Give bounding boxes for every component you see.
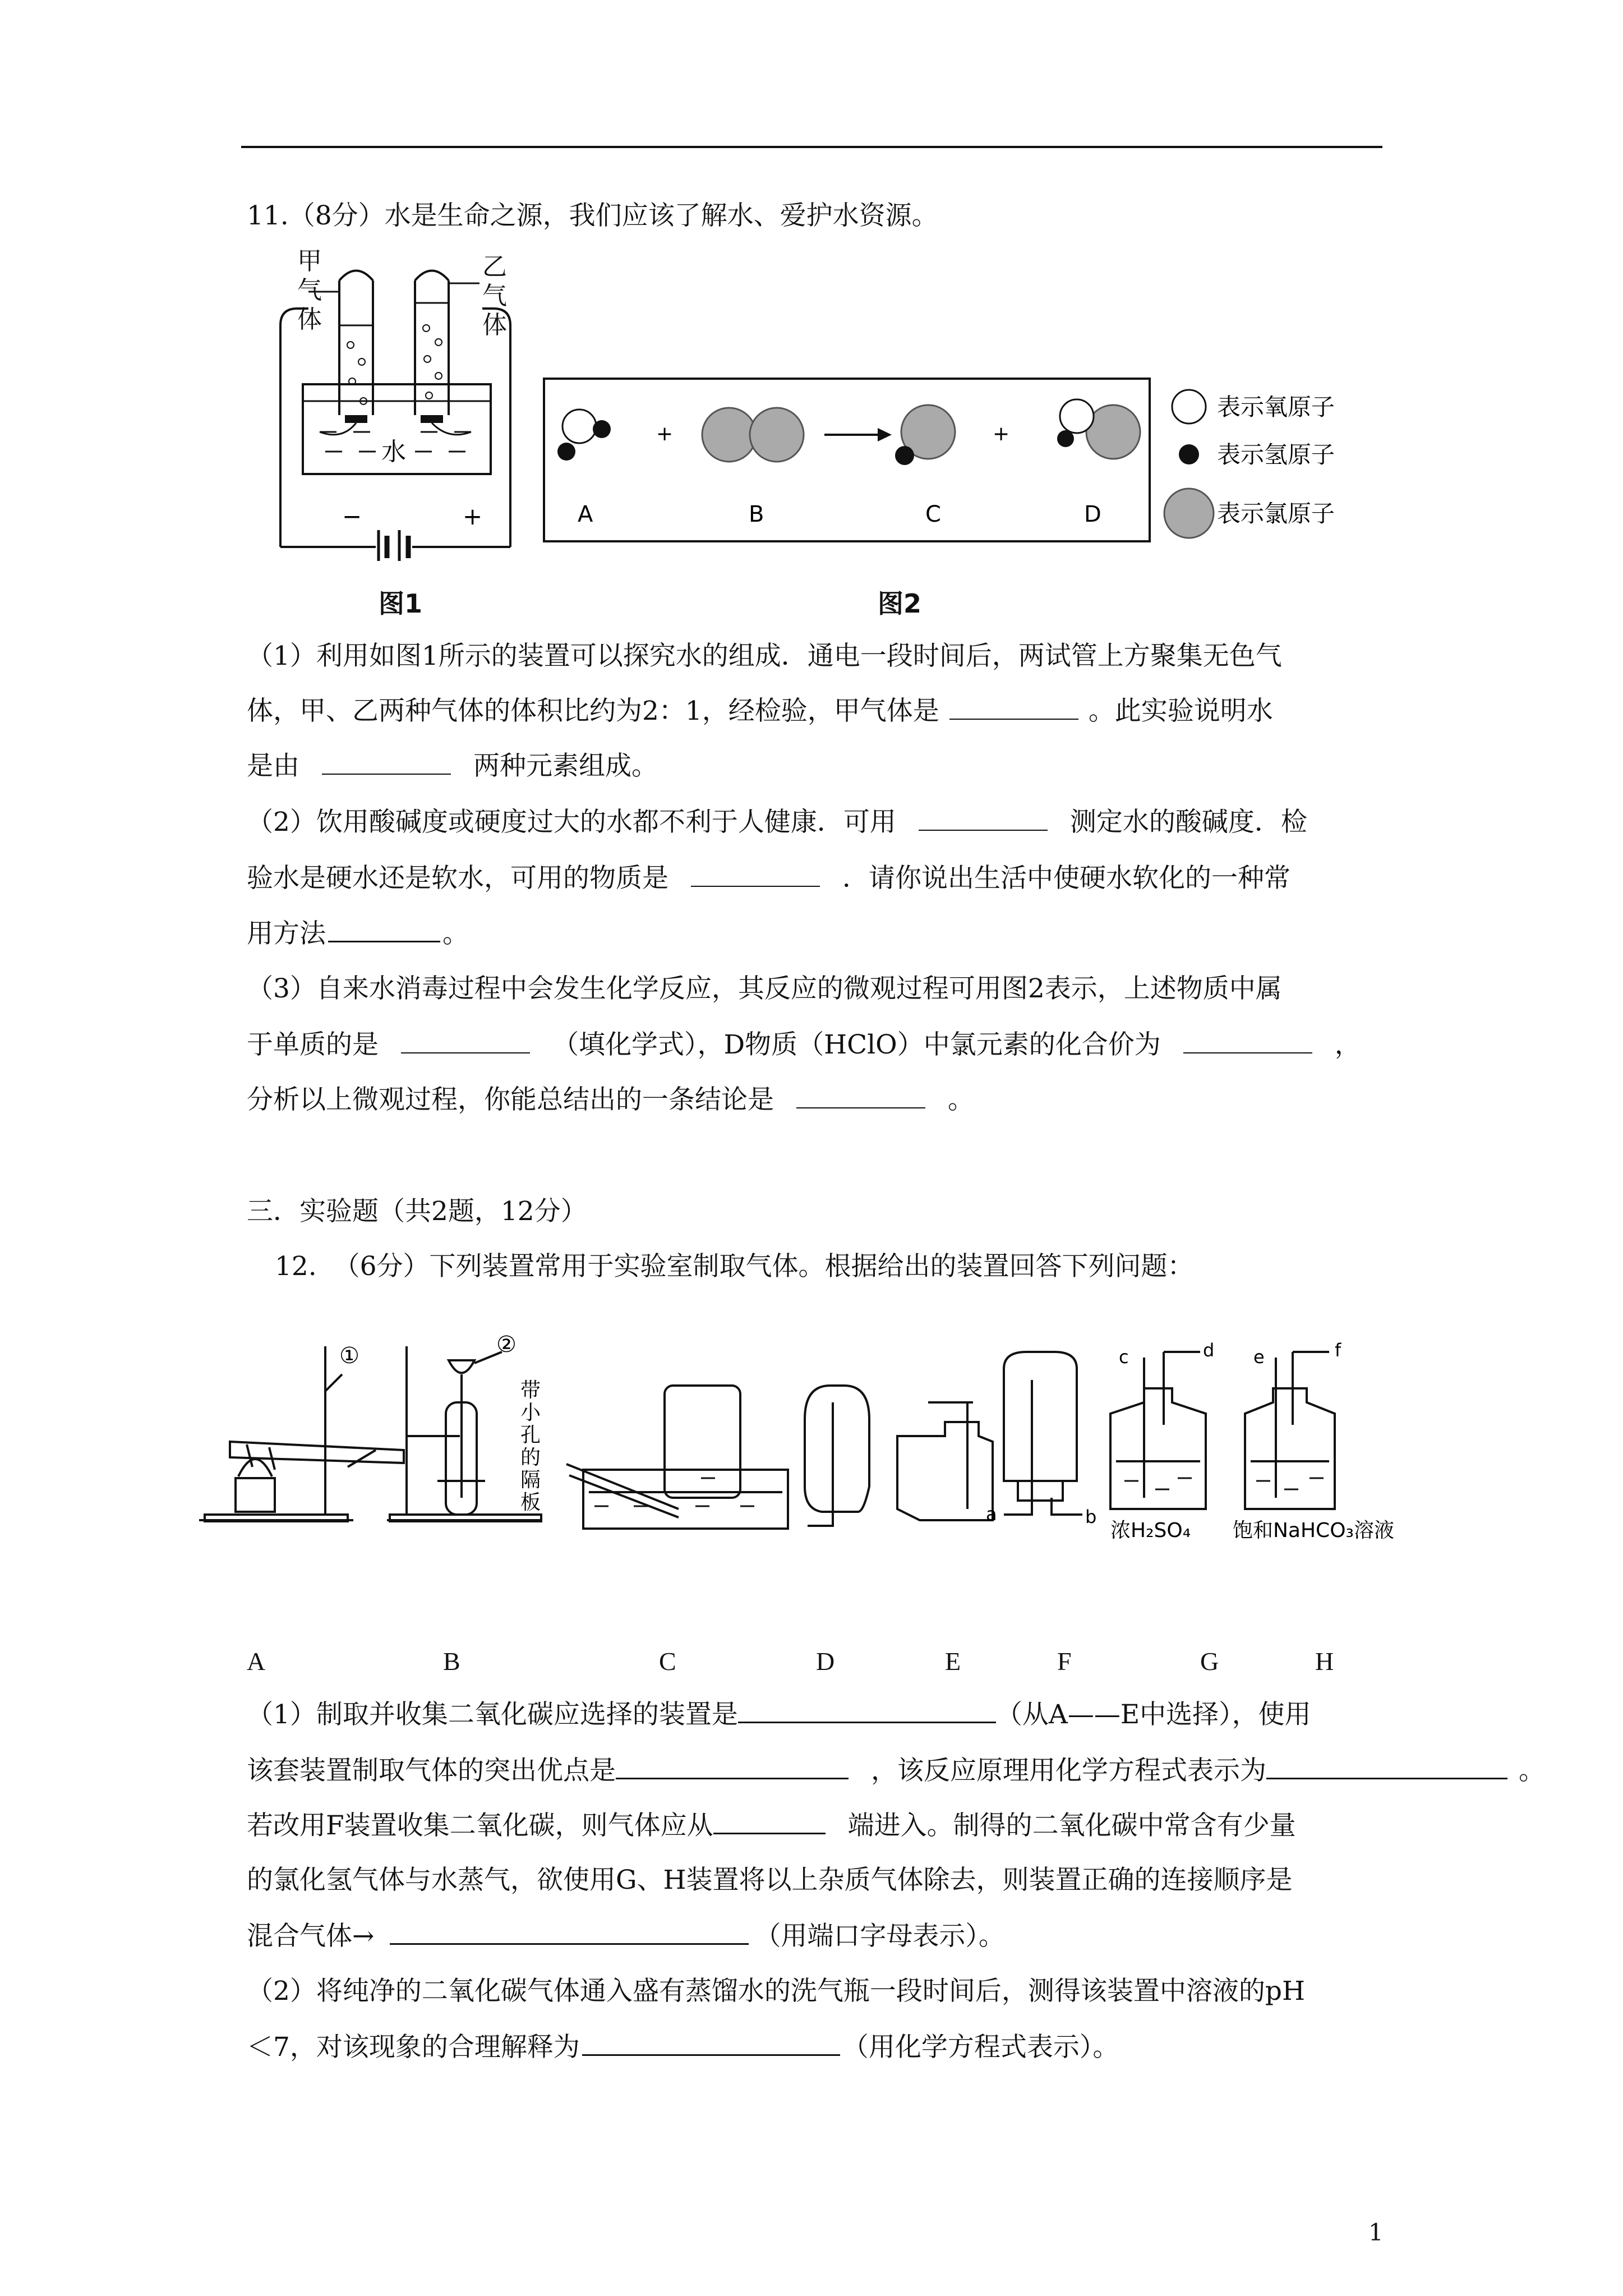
- nahco3-label: 饱和NaHCO₃溶液: [1233, 1519, 1394, 1542]
- answer-blank[interactable]: [919, 805, 1048, 831]
- text: 测定水的酸碱度．检: [1069, 807, 1307, 838]
- q11-p3-line3: [247, 1083, 974, 1117]
- apparatus-label-h: H: [1315, 1647, 1334, 1676]
- text: 该套装置制取气体的突出优点是: [247, 1755, 616, 1786]
- fig2-caption: 图2: [878, 588, 922, 619]
- answer-blank[interactable]: [616, 1753, 849, 1779]
- text: （从A——E中选择），使用: [995, 1699, 1311, 1730]
- text: ＜7，对该现象的合理解释为: [247, 2032, 580, 2063]
- fig2-letter-b: B: [749, 501, 764, 527]
- fig1-water-label: 水: [381, 438, 406, 466]
- text: 。此实验说明水: [1088, 696, 1273, 726]
- q12-p1-line2: [247, 1753, 1545, 1788]
- q11-p1-line2: [247, 694, 1273, 728]
- answer-blank[interactable]: [322, 749, 451, 775]
- q11-p1-line3: [247, 749, 658, 783]
- port-b: b: [1085, 1506, 1097, 1527]
- apparatus-label-b: B: [443, 1647, 460, 1676]
- text: 两种元素组成。: [473, 751, 658, 781]
- port-f: f: [1335, 1340, 1341, 1361]
- answer-blank[interactable]: [582, 2030, 840, 2056]
- text: 端进入。制得的二氧化碳中常含有少量: [847, 1810, 1296, 1841]
- q12-p1-line3: [247, 1808, 1296, 1843]
- q12-title: [275, 1250, 1194, 1283]
- answer-blank[interactable]: [949, 694, 1078, 720]
- answer-blank[interactable]: [1266, 1753, 1507, 1779]
- answer-blank[interactable]: [691, 861, 820, 887]
- fig1-caption: 图1: [379, 588, 423, 619]
- q11-p1-line1: （1）利用如图1所示的装置可以探究水的组成．通电一段时间后，两试管上方聚集无色气: [247, 641, 1282, 671]
- q12-p1-line4: 的氯化氢气体与水蒸气，欲使用G、H装置将以上杂质气体除去，则装置正确的连接顺序是: [247, 1865, 1293, 1895]
- text: ．请你说出生活中使硬水软化的一种常: [842, 863, 1290, 894]
- svg-text:带: 带: [520, 1379, 541, 1402]
- header-rule: [241, 146, 1382, 148]
- q11-p2-line1: [247, 805, 1307, 839]
- q12-p2-line2: [247, 2030, 1119, 2064]
- page-number: 1: [1368, 2219, 1384, 2246]
- q11-p2-line3: [247, 916, 469, 951]
- port-c: c: [1119, 1346, 1129, 1368]
- svg-text:的: 的: [520, 1446, 541, 1469]
- conc-h2so4-label: 浓H₂SO₄: [1110, 1519, 1191, 1542]
- apparatus-label-c: C: [659, 1647, 676, 1676]
- legend-oxygen: 表示氧原子: [1217, 393, 1335, 421]
- circle-1-label: ①: [339, 1343, 359, 1369]
- fig1-gas-a-label: 甲气体: [297, 247, 322, 334]
- apparatus-label-e: E: [945, 1647, 961, 1676]
- q11-title: 11.（8分）水是生命之源，我们应该了解水、爱护水资源。: [247, 200, 938, 231]
- text: 验水是硬水还是软水，可用的物质是: [247, 863, 668, 894]
- section-3-heading: 三．实验题（共2题，12分）: [247, 1196, 587, 1227]
- legend-hydrogen: 表示氢原子: [1217, 441, 1335, 468]
- partition-label: [520, 1379, 541, 1514]
- port-d: d: [1203, 1340, 1215, 1361]
- text: （2）饮用酸碱度或硬度过大的水都不利于人健康．可用: [247, 807, 896, 838]
- fig1-minus: −: [342, 503, 362, 530]
- q11-p3-line1: （3）自来水消毒过程中会发生化学反应，其反应的微观过程可用图2表示，上述物质中属: [247, 973, 1282, 1004]
- apparatus-label-a: A: [247, 1647, 266, 1676]
- svg-text:孔: 孔: [520, 1424, 541, 1447]
- text: 是由: [247, 751, 299, 781]
- svg-text:隔: 隔: [520, 1469, 541, 1492]
- apparatus-label-d: D: [816, 1647, 835, 1676]
- text: 混合气体→: [247, 1921, 375, 1952]
- fig1-plus: +: [463, 503, 483, 530]
- apparatus-label-f: F: [1057, 1647, 1072, 1676]
- fig2-letter-d: D: [1084, 501, 1101, 527]
- answer-blank[interactable]: [796, 1083, 925, 1108]
- text: 于单质的是: [247, 1029, 379, 1060]
- answer-blank[interactable]: [1183, 1028, 1312, 1053]
- legend-chlorine: 表示氯原子: [1217, 500, 1335, 527]
- circle-2-label: ②: [496, 1332, 517, 1358]
- text: 。: [948, 1084, 974, 1115]
- q12-p2-line1: （2）将纯净的二氧化碳气体通入盛有蒸馏水的洗气瓶一段时间后，测得该装置中溶液的pH: [247, 1976, 1305, 2007]
- q12-p1-line1: [247, 1697, 1311, 1732]
- q11-p2-line2: [247, 861, 1290, 895]
- fig2-reaction-diagram: [541, 370, 1354, 550]
- answer-blank[interactable]: [738, 1697, 996, 1723]
- fig2-letter-a: A: [578, 501, 593, 527]
- svg-text:板: 板: [520, 1491, 541, 1514]
- port-e: e: [1253, 1346, 1265, 1368]
- answer-blank[interactable]: [328, 916, 440, 942]
- fig1-gas-b-label: 乙气体: [482, 252, 507, 339]
- apparatus-label-g: G: [1200, 1647, 1219, 1676]
- text: （1）制取并收集二氧化碳应选择的装置是: [247, 1699, 738, 1730]
- text: 。: [1519, 1755, 1545, 1786]
- fig2-letter-c: C: [925, 501, 941, 527]
- port-a: a: [986, 1503, 997, 1525]
- text: （用化学方程式表示）。: [842, 2032, 1119, 2063]
- text: 体，甲、乙两种气体的体积比约为2：1，经检验，甲气体是: [247, 696, 939, 726]
- apparatus-diagram: [191, 1329, 1548, 1565]
- answer-blank[interactable]: [713, 1808, 826, 1834]
- text: 。: [442, 918, 469, 949]
- answer-blank[interactable]: [390, 1918, 749, 1945]
- q12-p1-line5: [247, 1918, 1005, 1953]
- text: 用方法: [247, 918, 326, 949]
- text: 分析以上微观过程，你能总结出的一条结论是: [247, 1084, 774, 1115]
- text: ，该反应原理用化学方程式表示为: [871, 1755, 1266, 1786]
- text: （6分）下列装置常用于实验室制取气体。根据给出的装置回答下列问题：: [333, 1251, 1194, 1282]
- fig2-plus-1: +: [656, 422, 674, 445]
- q12-number: 12.: [275, 1251, 317, 1282]
- text: （填化学式），D物质（HClO）中氯元素的化合价为: [552, 1029, 1161, 1060]
- text: （用端口字母表示）。: [754, 1921, 1005, 1952]
- answer-blank[interactable]: [401, 1028, 530, 1053]
- text: 若改用F装置收集二氧化碳，则气体应从: [247, 1810, 713, 1841]
- svg-text:小: 小: [520, 1401, 541, 1424]
- fig2-plus-2: +: [993, 422, 1010, 445]
- q11-p3-line2: [247, 1028, 1361, 1062]
- text: ，: [1334, 1029, 1361, 1060]
